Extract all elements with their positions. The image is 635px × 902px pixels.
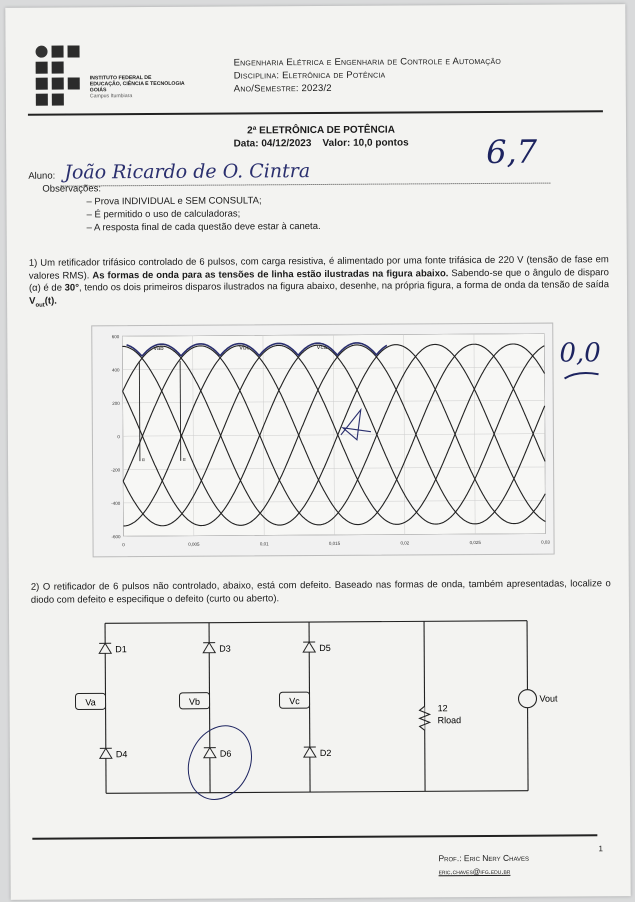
grade: 6,7 bbox=[486, 132, 538, 171]
firing-marker bbox=[180, 361, 181, 461]
question-2: 2) O retificador de 6 pulsos não controlado, abaixo, está com defeito. Baseado nas formas de onda, também apresentadas, localize o diodo com defeito e especifique o defeito (curto ou aberto). bbox=[30, 578, 611, 606]
header-rule bbox=[28, 110, 603, 116]
discipline: Disciplina: Eletrônica de Potência bbox=[233, 69, 386, 82]
series-label: Vbc bbox=[239, 345, 250, 352]
firing-marker bbox=[139, 361, 140, 461]
diode-symbol bbox=[99, 643, 111, 653]
diode-symbol bbox=[203, 643, 215, 653]
x-tick-label: 0 bbox=[122, 542, 125, 548]
diode-symbol bbox=[204, 748, 216, 758]
y-tick-label: 200 bbox=[112, 400, 120, 406]
x-tick-label: 0,03 bbox=[541, 539, 550, 545]
diode-label: D1 bbox=[115, 644, 127, 655]
obs-item: – Prova INDIVIDUAL e SEM CONSULTA; bbox=[86, 195, 262, 208]
waveform-chart bbox=[91, 323, 554, 558]
exam-sheet bbox=[5, 4, 630, 900]
y-tick-label: 400 bbox=[111, 367, 120, 373]
question-1: 1) Um retificador trifásico controlado de 6 pulsos, com carga resistiva, é alimentado por uma fonte trifásica de 220 V (tensão de fase em valores RMS). As formas de onda para as tensões de linha estão ilustradas na figura abaixo. Sabendo-se que o ângulo de disparo (α) é de 30°, tendo os dois primeiros disparos ilustrados na figura abaixo, desenhe, na própria figura, a forma de onda da tensão de saída $V_{out}(t)$. bbox=[28, 254, 610, 309]
exam-title: 2ª ELETRÔNICA DE POTÊNCIA Data: 04/12/2023 Valor: 10,0 pontos bbox=[233, 124, 409, 150]
series-label: Vab bbox=[153, 345, 164, 353]
obs-label: Observações: bbox=[42, 183, 102, 195]
x-tick-label: 0,025 bbox=[469, 540, 481, 546]
institute-name: INSTITUTO FEDERAL DE EDUCAÇÃO, CIÊNCIA E TECNOLOGIA GOIÁS Campus Itumbiara bbox=[89, 75, 185, 100]
y-tick-label: 0 bbox=[117, 434, 120, 440]
y-tick-label: -200 bbox=[111, 467, 121, 473]
course-header bbox=[234, 55, 502, 96]
load-value: 12 bbox=[437, 703, 448, 714]
load-name: Rload bbox=[437, 715, 462, 726]
diode-symbol bbox=[304, 747, 316, 757]
y-tick-label: 600 bbox=[111, 334, 120, 340]
page-number: 1 bbox=[598, 844, 603, 854]
student-underline bbox=[60, 183, 550, 187]
exam-value: Valor: 10,0 pontos bbox=[322, 137, 409, 149]
obs-item: – É permitido o uso de calculadoras; bbox=[86, 208, 241, 221]
y-tick-label: -600 bbox=[111, 534, 121, 540]
score-scribble bbox=[562, 368, 602, 382]
diode-label: D3 bbox=[219, 643, 231, 654]
alpha-label: α bbox=[141, 457, 145, 464]
diode-symbol bbox=[100, 748, 112, 758]
diode-label: D2 bbox=[319, 747, 332, 758]
diode-label: D6 bbox=[219, 748, 232, 759]
email[interactable]: eric.chaves@ifg.edu.br bbox=[438, 866, 511, 877]
professor: Prof.: Eric Nery Chaves eric.chaves@ifg.edu.br bbox=[438, 852, 530, 877]
diode-label: D4 bbox=[115, 749, 128, 760]
y-tick-label: -400 bbox=[111, 500, 121, 506]
exam-date: Data: 04/12/2023 bbox=[233, 138, 312, 150]
alpha-label: α bbox=[182, 456, 186, 463]
x-tick-label: 0,02 bbox=[400, 540, 410, 546]
source-vb-label: Vb bbox=[188, 696, 201, 707]
x-tick-label: 0,015 bbox=[328, 540, 341, 546]
x-tick-label: 0,005 bbox=[188, 541, 200, 547]
footer-rule bbox=[32, 834, 597, 839]
source-vc-label: Vc bbox=[289, 696, 300, 707]
q1-score: 0,0 bbox=[559, 338, 601, 369]
student-label: Aluno: bbox=[28, 170, 56, 182]
diode-symbol bbox=[303, 642, 315, 652]
obs-item: – A resposta final de cada questão deve estar à caneta. bbox=[86, 220, 321, 234]
series-label: Vca bbox=[316, 344, 327, 352]
course-name: Engenharia Elétrica e Engenharia de Controle e Automação bbox=[233, 55, 502, 69]
source-va-label: Va bbox=[85, 697, 96, 708]
x-tick-label: 0,01 bbox=[259, 541, 269, 547]
semester: Ano/Semestre: 2023/2 bbox=[233, 82, 332, 95]
waveform-svg bbox=[92, 324, 553, 557]
student-name: João Ricardo de O. Cintra bbox=[64, 160, 311, 184]
obs-list bbox=[86, 194, 320, 234]
rectifier-circuit bbox=[69, 611, 560, 804]
meter-label: Vout bbox=[539, 693, 558, 704]
institute-logo bbox=[5, 4, 625, 8]
diode-label: D5 bbox=[319, 642, 331, 653]
